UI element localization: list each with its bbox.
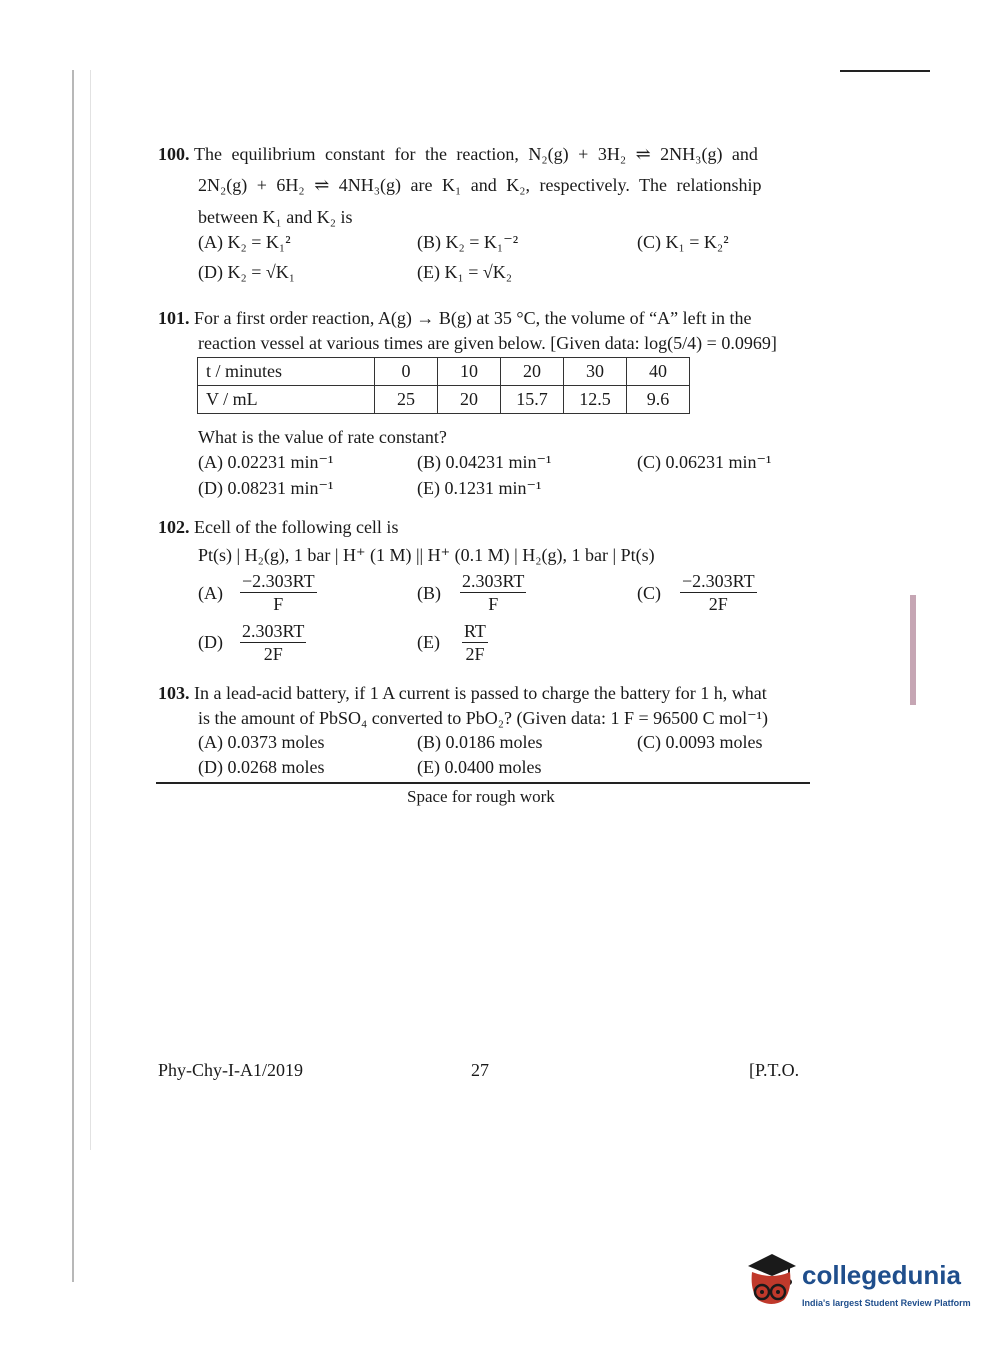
q103-option-e: (E) 0.0400 moles: [417, 757, 542, 777]
q103-line2: is the amount of PbSO₄ converted to PbO₂? (Given data: 1 F = 96500 C mol⁻¹): [198, 708, 769, 728]
q101-line2: reaction vessel at various times are given below. [Given data: log(5/4) = 0.0969]: [198, 333, 777, 353]
fraction-numerator: 2.303RT: [462, 571, 525, 591]
q102-option-b-fraction: [460, 570, 526, 615]
paper-code: Phy-Chy-I-A1/2019: [158, 1060, 303, 1080]
q100-line2: 2N₂(g) + 6H₂ ⇌ 4NH₃(g) are K₁ and K₂, respectively. The relationship: [198, 175, 762, 195]
table-cell: 15.7: [501, 386, 564, 414]
q102-option-c-label: (C): [637, 583, 661, 603]
fraction-denominator: F: [273, 594, 284, 614]
table-cell: 30: [564, 358, 627, 386]
q101-option-d: (D) 0.08231 min⁻¹: [198, 478, 334, 498]
q101-option-c: (C) 0.06231 min⁻¹: [637, 452, 772, 472]
q100-text-1: The equilibrium constant for the reaction, N₂(g) + 3H₂ ⇌ 2NH₃(g) and: [194, 144, 758, 164]
q103-text-1: In a lead-acid battery, if 1 A current is passed to charge the battery for 1 h, what: [194, 683, 767, 703]
q101-line1: [158, 305, 752, 331]
q102-option-a-label: (A): [198, 583, 223, 603]
q101-text-1: For a first order reaction, A(g) → B(g) at 35 °C, the volume of “A” left in the: [194, 308, 752, 328]
fraction-numerator: RT: [464, 621, 486, 641]
table-cell: 20: [501, 358, 564, 386]
q102-option-e-label: (E): [417, 632, 440, 652]
scan-mark: [910, 595, 916, 705]
q103-option-a: (A) 0.0373 moles: [198, 732, 325, 752]
header-rule: [840, 70, 930, 72]
q103-option-c: (C) 0.0093 moles: [637, 732, 763, 752]
fraction-denominator: F: [488, 594, 499, 614]
q102-cell-notation: Pt(s) | H₂(g), 1 bar | H⁺ (1 M) || H⁺ (0.1 M) | H₂(g), 1 bar | Pt(s): [198, 545, 655, 565]
q102-option-b-label: (B): [417, 583, 441, 603]
q103-number: 103.: [158, 683, 190, 703]
fraction-numerator: −2.303RT: [682, 571, 755, 591]
q103-line1: [158, 680, 767, 706]
q102-text-1: Ecell of the following cell is: [194, 517, 399, 537]
table-row: [198, 358, 690, 386]
rough-work-label: Space for rough work: [407, 787, 555, 806]
table-row: [198, 386, 690, 414]
table-cell: 20: [438, 386, 501, 414]
mascot-icon: [742, 1250, 800, 1312]
table-cell: 40: [627, 358, 690, 386]
page-number: 27: [471, 1060, 489, 1080]
q101-option-a: (A) 0.02231 min⁻¹: [198, 452, 334, 472]
logo-tagline: India's largest Student Review Platform: [802, 1298, 971, 1308]
table-header-volume: V / mL: [198, 386, 375, 414]
table-cell: 25: [375, 386, 438, 414]
logo-wordmark: collegedunia: [802, 1260, 961, 1290]
q100-number: 100.: [158, 144, 190, 164]
q101-option-e: (E) 0.1231 min⁻¹: [417, 478, 542, 498]
q100-option-d: (D) K₂ = √K₁: [198, 262, 296, 282]
fraction-denominator: 2F: [708, 594, 728, 614]
q100-line3: between K₁ and K₂ is: [198, 207, 353, 227]
q101-question: What is the value of rate constant?: [198, 427, 447, 447]
fraction-numerator: −2.303RT: [242, 571, 315, 591]
q100-option-b: (B) K₂ = K₁⁻²: [417, 232, 519, 252]
fraction-denominator: 2F: [263, 644, 283, 664]
fraction-denominator: 2F: [465, 644, 485, 664]
page-margin-shadow: [90, 70, 91, 1150]
q102-option-d-label: (D): [198, 632, 223, 652]
q103-option-b: (B) 0.0186 moles: [417, 732, 543, 752]
table-cell: 9.6: [627, 386, 690, 414]
q101-option-b: (B) 0.04231 min⁻¹: [417, 452, 552, 472]
q100-option-c: (C) K₁ = K₂²: [637, 232, 729, 252]
table-cell: 10: [438, 358, 501, 386]
please-turn-over: [P.T.O.: [749, 1060, 800, 1080]
q100-option-a: (A) K₂ = K₁²: [198, 232, 291, 252]
q102-option-c-fraction: [680, 570, 757, 615]
q102-number: 102.: [158, 517, 190, 537]
page-margin-line: [72, 70, 74, 1282]
q101-number: 101.: [158, 308, 190, 328]
q102-option-a-fraction: [240, 570, 317, 615]
q102-line1: [158, 514, 398, 540]
q102-option-d-fraction: [240, 620, 306, 665]
table-cell: 12.5: [564, 386, 627, 414]
collegedunia-logo: [742, 1250, 972, 1320]
table-cell: 0: [375, 358, 438, 386]
table-header-time: t / minutes: [198, 358, 375, 386]
q101-data-table: [197, 357, 690, 414]
q100-option-e: (E) K₁ = √K₂: [417, 262, 513, 282]
fraction-numerator: 2.303RT: [242, 621, 305, 641]
q103-option-d: (D) 0.0268 moles: [198, 757, 325, 777]
q100-line1: [158, 141, 758, 167]
q102-option-e-fraction: [462, 620, 488, 665]
